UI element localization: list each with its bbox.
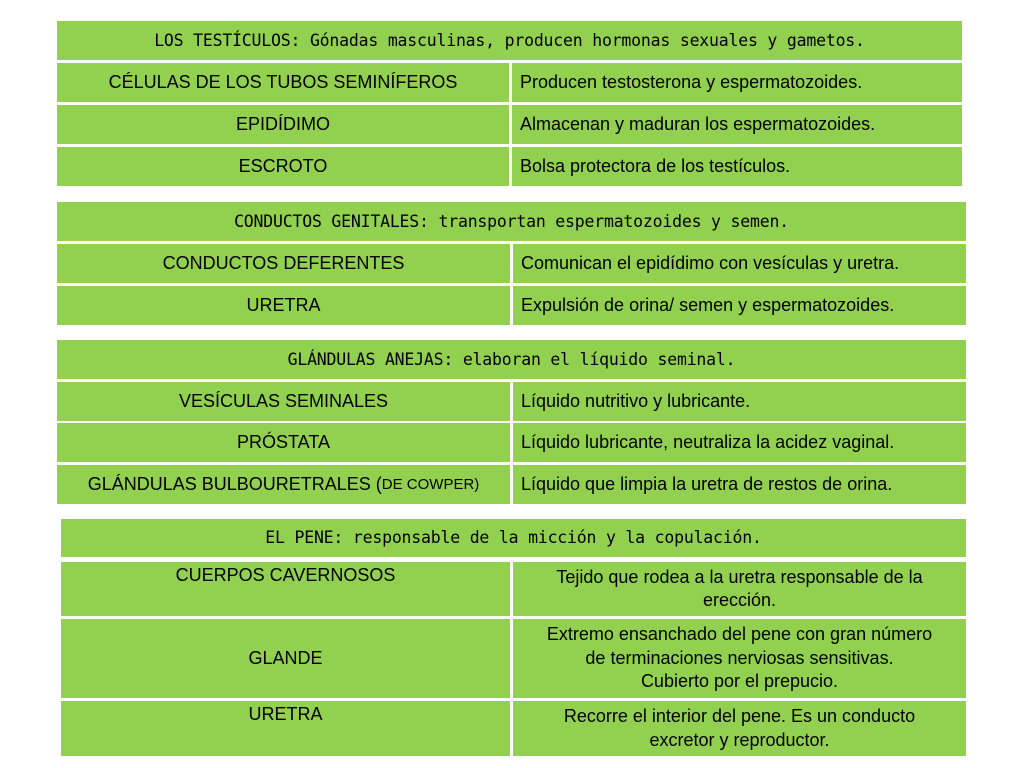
row-term: VESÍCULAS SEMINALES bbox=[57, 382, 510, 421]
row-term: CONDUCTOS DEFERENTES bbox=[57, 244, 510, 283]
row-description: Expulsión de orina/ semen y espermatozoides. bbox=[513, 286, 966, 325]
row-description: Comunican el epidídimo con vesículas y uretra. bbox=[513, 244, 966, 283]
desc-line: Extremo ensanchado del pene con gran número bbox=[546, 624, 933, 645]
row-description: Almacenan y maduran los espermatozoides. bbox=[512, 105, 962, 144]
desc-line: erección. bbox=[702, 590, 777, 610]
section-header-glandulas: GLÁNDULAS ANEJAS: elaboran el líquido seminal. bbox=[57, 340, 966, 379]
section-header-pene: EL PENE: responsable de la micción y la copulación. bbox=[61, 519, 966, 557]
row-description: Líquido que limpia la uretra de restos de orina. bbox=[513, 465, 966, 504]
desc-line: Recorre el interior del pene. Es un conducto bbox=[563, 706, 916, 727]
desc-line: excretor y reproductor. bbox=[649, 729, 830, 750]
row-description: Producen testosterona y espermatozoides. bbox=[512, 63, 962, 102]
row-term: URETRA bbox=[57, 286, 510, 325]
desc-line: Cubierto por el prepucio. bbox=[640, 671, 839, 692]
row-description: Bolsa protectora de los testículos. bbox=[512, 147, 962, 186]
term-small: DE COWPER) bbox=[381, 475, 480, 493]
term-main: GLÁNDULAS BULBOURETRALES ( bbox=[87, 473, 382, 494]
row-term: PRÓSTATA bbox=[57, 423, 510, 462]
row-term: GLANDE bbox=[61, 619, 510, 698]
row-term: ESCROTO bbox=[57, 147, 509, 186]
section-header-conductos: CONDUCTOS GENITALES: transportan espermatozoides y semen. bbox=[57, 202, 966, 241]
row-term: CUERPOS CAVERNOSOS bbox=[61, 562, 510, 616]
desc-line: de terminaciones nerviosas sensitivas. bbox=[585, 647, 894, 668]
desc-line: Tejido que rodea a la uretra responsable de la bbox=[556, 566, 923, 587]
row-term: URETRA bbox=[61, 701, 510, 756]
row-description bbox=[513, 562, 966, 616]
row-description bbox=[513, 619, 966, 698]
row-description bbox=[513, 701, 966, 756]
section-header-testiculos: LOS TESTÍCULOS: Gónadas masculinas, producen hormonas sexuales y gametos. bbox=[57, 21, 962, 60]
row-term: EPIDÍDIMO bbox=[57, 105, 509, 144]
row-term: CÉLULAS DE LOS TUBOS SEMINÍFEROS bbox=[57, 63, 509, 102]
row-description: Líquido nutritivo y lubricante. bbox=[513, 382, 966, 421]
row-description: Líquido lubricante, neutraliza la acidez vaginal. bbox=[513, 423, 966, 462]
row-term bbox=[57, 465, 510, 504]
